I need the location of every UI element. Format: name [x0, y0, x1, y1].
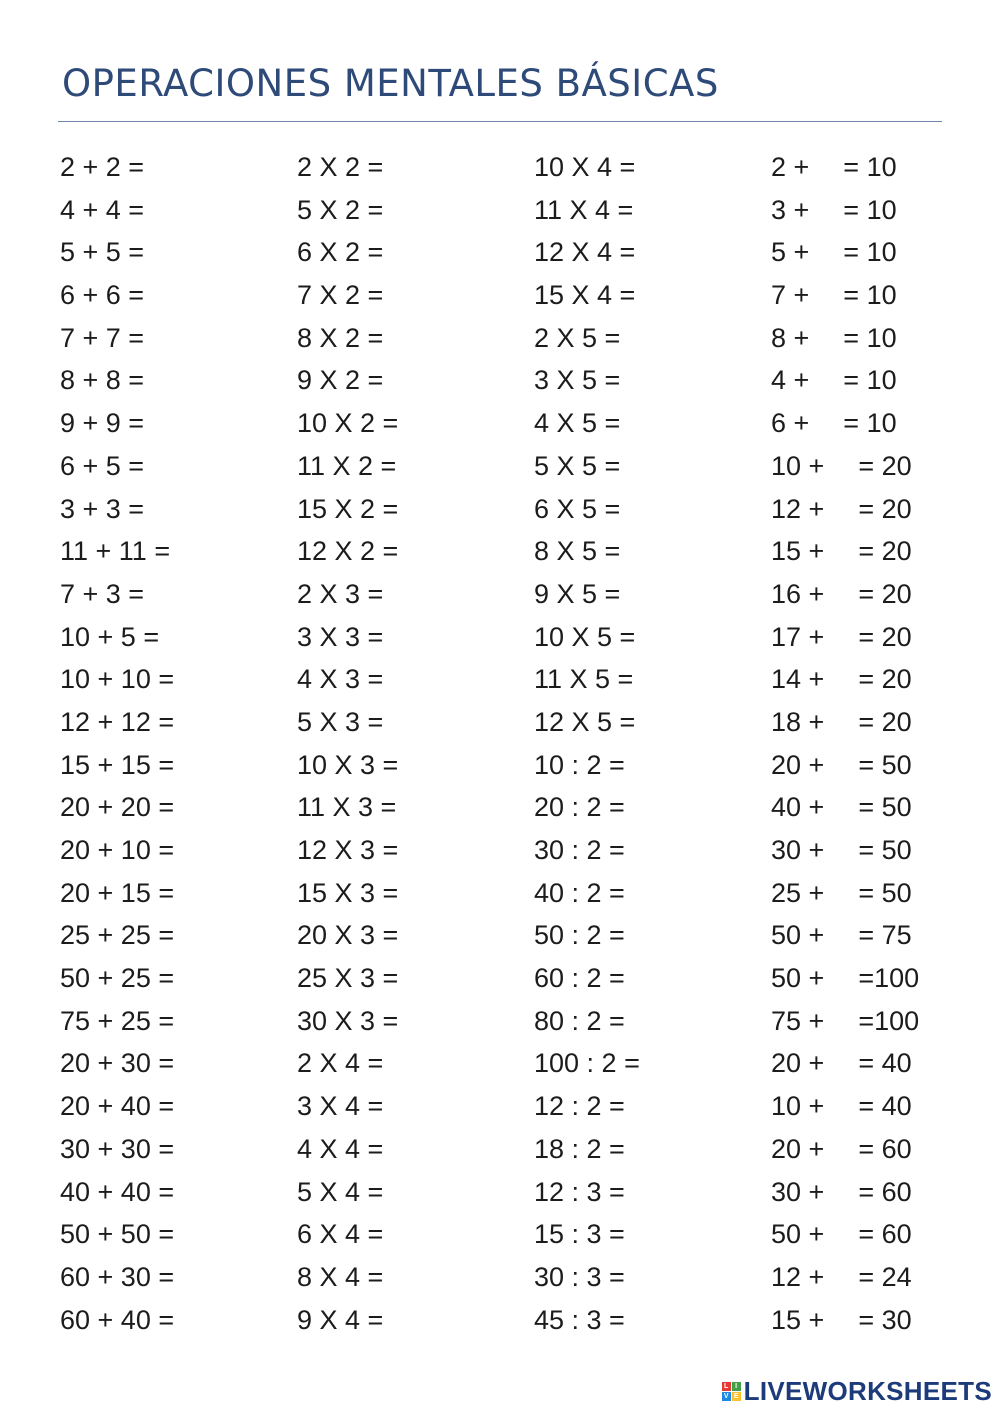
exercise-item: 7 + 3 =: [60, 578, 145, 609]
exercise-item: 45 : 3 =: [534, 1304, 625, 1335]
exercise-item: 50 : 2 =: [534, 920, 625, 951]
missing-addend-exercise: [771, 274, 961, 317]
missing-addend-exercise: [771, 829, 961, 872]
exercise-item: 3 X 3 =: [297, 621, 384, 652]
missing-addend-exercise: [771, 658, 961, 701]
exercise-item: 11 X 2 =: [297, 450, 397, 481]
exercise-item: 30 + 30 =: [60, 1133, 175, 1164]
exercise-item: 25 + 25 =: [60, 920, 175, 951]
exercise-item: 30 : 3 =: [534, 1261, 625, 1292]
exercise-item: 20 X 3 =: [297, 920, 399, 951]
exercise-item: 8 X 2 =: [297, 322, 384, 353]
exercise-left: 14 +: [771, 664, 825, 695]
exercise-item: 5 X 5 =: [534, 450, 621, 481]
exercise-right: = 50: [858, 749, 912, 780]
exercise-left: 20 +: [771, 749, 825, 780]
exercise-item: 2 + 2 =: [60, 152, 145, 182]
exercise-item: 30 X 3 =: [297, 1005, 399, 1036]
exercise-item: 2 X 2 =: [297, 152, 384, 182]
exercise-left: 6 +: [771, 408, 810, 439]
exercise-right: = 50: [858, 792, 912, 823]
liveworksheets-logo-icon: [722, 1382, 741, 1401]
exercise-right: = 20: [858, 493, 912, 524]
exercise-left: 20 +: [771, 1048, 825, 1079]
exercise-item: 20 + 15 =: [60, 877, 175, 908]
exercise-item: 10 X 4 =: [534, 152, 636, 182]
exercise-item: 8 + 8 =: [60, 365, 145, 396]
missing-addend-exercise: [771, 744, 961, 787]
exercise-item: 12 X 4 =: [534, 237, 636, 268]
missing-addend-exercise: [771, 1042, 961, 1085]
exercise-item: 2 X 3 =: [297, 578, 384, 609]
exercise-item: 2 X 5 =: [534, 322, 621, 353]
logo-square: I: [732, 1382, 741, 1391]
exercise-right: = 75: [858, 920, 912, 951]
exercise-item: 5 X 4 =: [297, 1176, 384, 1207]
exercise-right: = 60: [858, 1133, 912, 1164]
exercise-item: 20 : 2 =: [534, 792, 625, 823]
exercise-right: =100: [858, 1005, 920, 1036]
exercise-item: 4 X 3 =: [297, 664, 384, 695]
exercise-item: 10 + 5 =: [60, 621, 160, 652]
exercise-right: = 40: [858, 1091, 912, 1122]
missing-addend-exercise: [771, 1085, 961, 1128]
exercise-item: 9 X 4 =: [297, 1304, 384, 1335]
exercise-right: = 20: [858, 578, 912, 609]
exercise-item: 3 X 5 =: [534, 365, 621, 396]
exercise-item: 20 + 40 =: [60, 1091, 175, 1122]
exercise-right: = 10: [843, 322, 897, 353]
brand-name: LIVEWORKSHEETS: [743, 1376, 992, 1406]
missing-addend-exercise: [771, 1128, 961, 1171]
exercise-left: 75 +: [771, 1005, 825, 1036]
missing-addend-exercise: [771, 786, 961, 829]
exercise-item: 11 X 4 =: [534, 194, 634, 225]
exercise-item: 12 + 12 =: [60, 706, 175, 737]
exercise-left: 10 +: [771, 1091, 825, 1122]
exercise-item: 15 X 2 =: [297, 493, 399, 524]
exercise-right: = 20: [858, 450, 912, 481]
exercise-left: 50 +: [771, 1219, 825, 1250]
exercise-item: 60 : 2 =: [534, 963, 625, 994]
exercise-item: 50 + 25 =: [60, 963, 175, 994]
missing-addend-exercise: [771, 872, 961, 915]
exercise-item: 2 X 4 =: [297, 1048, 384, 1079]
logo-square: E: [732, 1392, 741, 1401]
missing-addend-exercise: [771, 914, 961, 957]
exercise-right: = 24: [858, 1261, 912, 1292]
exercise-grid: [60, 146, 961, 1341]
exercise-item: 9 X 5 =: [534, 578, 621, 609]
exercise-item: 30 : 2 =: [534, 835, 625, 865]
exercise-item: 100 : 2 =: [534, 1048, 640, 1079]
exercise-item: 6 + 6 =: [60, 280, 145, 311]
exercise-left: 50 +: [771, 963, 825, 994]
exercise-item: 15 X 4 =: [534, 280, 636, 311]
exercise-item: 15 : 3 =: [534, 1219, 625, 1250]
liveworksheets-footer: [722, 1376, 992, 1407]
exercise-left: 17 +: [771, 621, 825, 652]
exercise-item: 12 X 3 =: [297, 835, 399, 865]
exercise-item: 5 X 3 =: [297, 706, 384, 737]
exercise-item: 12 X 5 =: [534, 706, 636, 737]
exercise-left: 30 +: [771, 1176, 825, 1207]
exercise-item: 8 X 5 =: [534, 536, 621, 567]
page-title: OPERACIONES MENTALES BÁSICAS: [62, 62, 719, 105]
exercise-right: = 20: [858, 706, 912, 737]
exercise-item: 80 : 2 =: [534, 1005, 625, 1036]
exercise-item: 20 + 30 =: [60, 1048, 175, 1079]
exercise-item: 5 X 2 =: [297, 194, 384, 225]
exercise-right: = 10: [843, 237, 897, 268]
exercise-item: 20 + 10 =: [60, 835, 175, 865]
exercise-left: 40 +: [771, 792, 825, 823]
exercise-item: 3 + 3 =: [60, 493, 145, 524]
exercise-right: = 20: [858, 621, 912, 652]
missing-addend-exercise: [771, 488, 961, 531]
exercise-right: = 20: [858, 536, 912, 567]
exercise-right: = 30: [858, 1304, 912, 1335]
exercise-item: 10 + 10 =: [60, 664, 175, 695]
exercise-item: 15 X 3 =: [297, 877, 399, 908]
missing-addend-exercise: [771, 1256, 961, 1299]
exercise-left: 20 +: [771, 1133, 825, 1164]
exercise-right: =100: [858, 963, 920, 994]
exercise-left: 5 +: [771, 237, 810, 268]
exercise-item: 6 X 5 =: [534, 493, 621, 524]
exercise-right: = 10: [843, 280, 897, 311]
exercise-left: 50 +: [771, 920, 825, 951]
exercise-item: 9 X 2 =: [297, 365, 384, 396]
exercise-item: 50 + 50 =: [60, 1219, 175, 1250]
exercise-item: 10 X 3 =: [297, 749, 399, 780]
exercise-left: 10 +: [771, 450, 825, 481]
exercise-item: 6 X 4 =: [297, 1219, 384, 1250]
logo-square: L: [722, 1382, 731, 1391]
exercise-left: 25 +: [771, 877, 825, 908]
exercise-item: 20 + 20 =: [60, 792, 175, 823]
missing-addend-exercise: [771, 1171, 961, 1214]
missing-addend-exercise: [771, 530, 961, 573]
exercise-item: 11 X 5 =: [534, 664, 634, 695]
missing-addend-exercise: [771, 231, 961, 274]
exercise-item: 3 X 4 =: [297, 1091, 384, 1122]
exercise-right: = 40: [858, 1048, 912, 1079]
missing-addend-exercise: [771, 189, 961, 232]
exercise-item: 6 X 2 =: [297, 237, 384, 268]
exercise-item: 7 + 7 =: [60, 322, 145, 353]
exercise-right: = 60: [858, 1176, 912, 1207]
exercise-left: 15 +: [771, 1304, 825, 1335]
exercise-left: 30 +: [771, 835, 825, 865]
missing-addend-exercise: [771, 359, 961, 402]
exercise-right: = 50: [858, 877, 912, 908]
exercise-item: 4 + 4 =: [60, 194, 145, 225]
missing-addend-exercise: [771, 1299, 961, 1342]
exercise-item: 8 X 4 =: [297, 1261, 384, 1292]
exercise-left: 8 +: [771, 322, 810, 353]
exercise-item: 15 + 15 =: [60, 749, 175, 780]
exercise-item: 12 : 2 =: [534, 1091, 625, 1122]
exercise-left: 16 +: [771, 578, 825, 609]
exercise-right: = 10: [843, 194, 897, 225]
exercise-item: 40 : 2 =: [534, 877, 625, 908]
missing-addend-exercise: [771, 146, 961, 189]
exercise-left: 4 +: [771, 365, 810, 396]
exercise-left: 7 +: [771, 280, 810, 311]
missing-addend-exercise: [771, 1000, 961, 1043]
exercise-left: 3 +: [771, 194, 810, 225]
exercise-item: 40 + 40 =: [60, 1176, 175, 1207]
missing-addend-exercise: [771, 317, 961, 360]
exercise-item: 4 X 5 =: [534, 408, 621, 439]
exercise-item: 11 + 11 =: [60, 536, 171, 567]
exercise-item: 10 X 2 =: [297, 408, 399, 439]
exercise-item: 4 X 4 =: [297, 1133, 384, 1164]
missing-addend-exercise: [771, 445, 961, 488]
exercise-item: 11 X 3 =: [297, 792, 397, 823]
exercise-item: 7 X 2 =: [297, 280, 384, 311]
exercise-right: = 10: [843, 152, 897, 182]
exercise-right: = 10: [843, 365, 897, 396]
exercise-item: 9 + 9 =: [60, 408, 145, 439]
exercise-item: 25 X 3 =: [297, 963, 399, 994]
exercise-item: 18 : 2 =: [534, 1133, 625, 1164]
missing-addend-exercise: [771, 402, 961, 445]
missing-addend-exercise: [771, 573, 961, 616]
exercise-left: 2 +: [771, 152, 810, 182]
exercise-item: 5 + 5 =: [60, 237, 145, 268]
title-divider: [58, 121, 942, 122]
exercise-item: 6 + 5 =: [60, 450, 145, 481]
exercise-right: = 50: [858, 835, 912, 865]
exercise-item: 60 + 40 =: [60, 1304, 175, 1335]
exercise-right: = 20: [858, 664, 912, 695]
exercise-item: 60 + 30 =: [60, 1261, 175, 1292]
exercise-left: 12 +: [771, 1261, 825, 1292]
exercise-left: 15 +: [771, 536, 825, 567]
missing-addend-exercise: [771, 1213, 961, 1256]
missing-addend-exercise: [771, 957, 961, 1000]
exercise-left: 18 +: [771, 706, 825, 737]
exercise-item: 12 : 3 =: [534, 1176, 625, 1207]
exercise-right: = 10: [843, 408, 897, 439]
exercise-item: 10 : 2 =: [534, 749, 625, 780]
exercise-item: 75 + 25 =: [60, 1005, 175, 1036]
missing-addend-exercise: [771, 616, 961, 659]
missing-addend-exercise: [771, 701, 961, 744]
exercise-right: = 60: [858, 1219, 912, 1250]
exercise-left: 12 +: [771, 493, 825, 524]
exercise-item: 12 X 2 =: [297, 536, 399, 567]
exercise-item: 10 X 5 =: [534, 621, 636, 652]
logo-square: V: [722, 1392, 731, 1401]
